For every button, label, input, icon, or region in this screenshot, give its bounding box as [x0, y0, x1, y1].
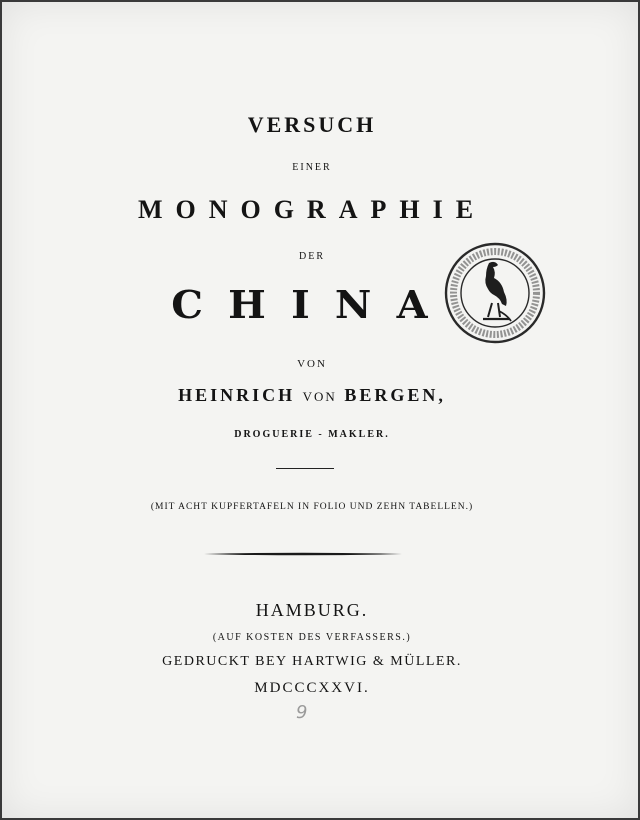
title-line-china: CHINA [171, 282, 453, 327]
title-page [2, 2, 638, 818]
author-particle: VON [302, 389, 337, 404]
author-last-name: BERGEN, [344, 385, 446, 405]
imprint-city: HAMBURG. [255, 600, 369, 620]
author-profession: DROGUERIE - MAKLER. [234, 429, 390, 440]
library-stamp-bird-icon [443, 241, 547, 345]
ornamental-divider [204, 552, 402, 555]
title-line-monographie: MONOGRAPHIE [137, 195, 487, 224]
title-line-versuch: VERSUCH [247, 112, 377, 137]
short-divider [276, 468, 334, 469]
author-first-name: HEINRICH [178, 385, 296, 405]
imprint-publisher-note: (AUF KOSTEN DES VERFASSERS.) [212, 632, 412, 643]
imprint-year: MDCCCXXVI. [254, 680, 370, 696]
author-line [2, 385, 622, 406]
title-line-der: DER [299, 251, 325, 262]
title-line-von: VON [297, 358, 327, 370]
pencil-mark: 9 [296, 702, 308, 723]
plates-note: (MIT ACHT KUPFERTAFELN IN FOLIO UND ZEHN TABELLEN.) [150, 502, 474, 512]
title-line-einer: EINER [292, 162, 332, 173]
imprint-printer: GEDRUCKT BEY HARTWIG & MÜLLER. [162, 654, 462, 669]
